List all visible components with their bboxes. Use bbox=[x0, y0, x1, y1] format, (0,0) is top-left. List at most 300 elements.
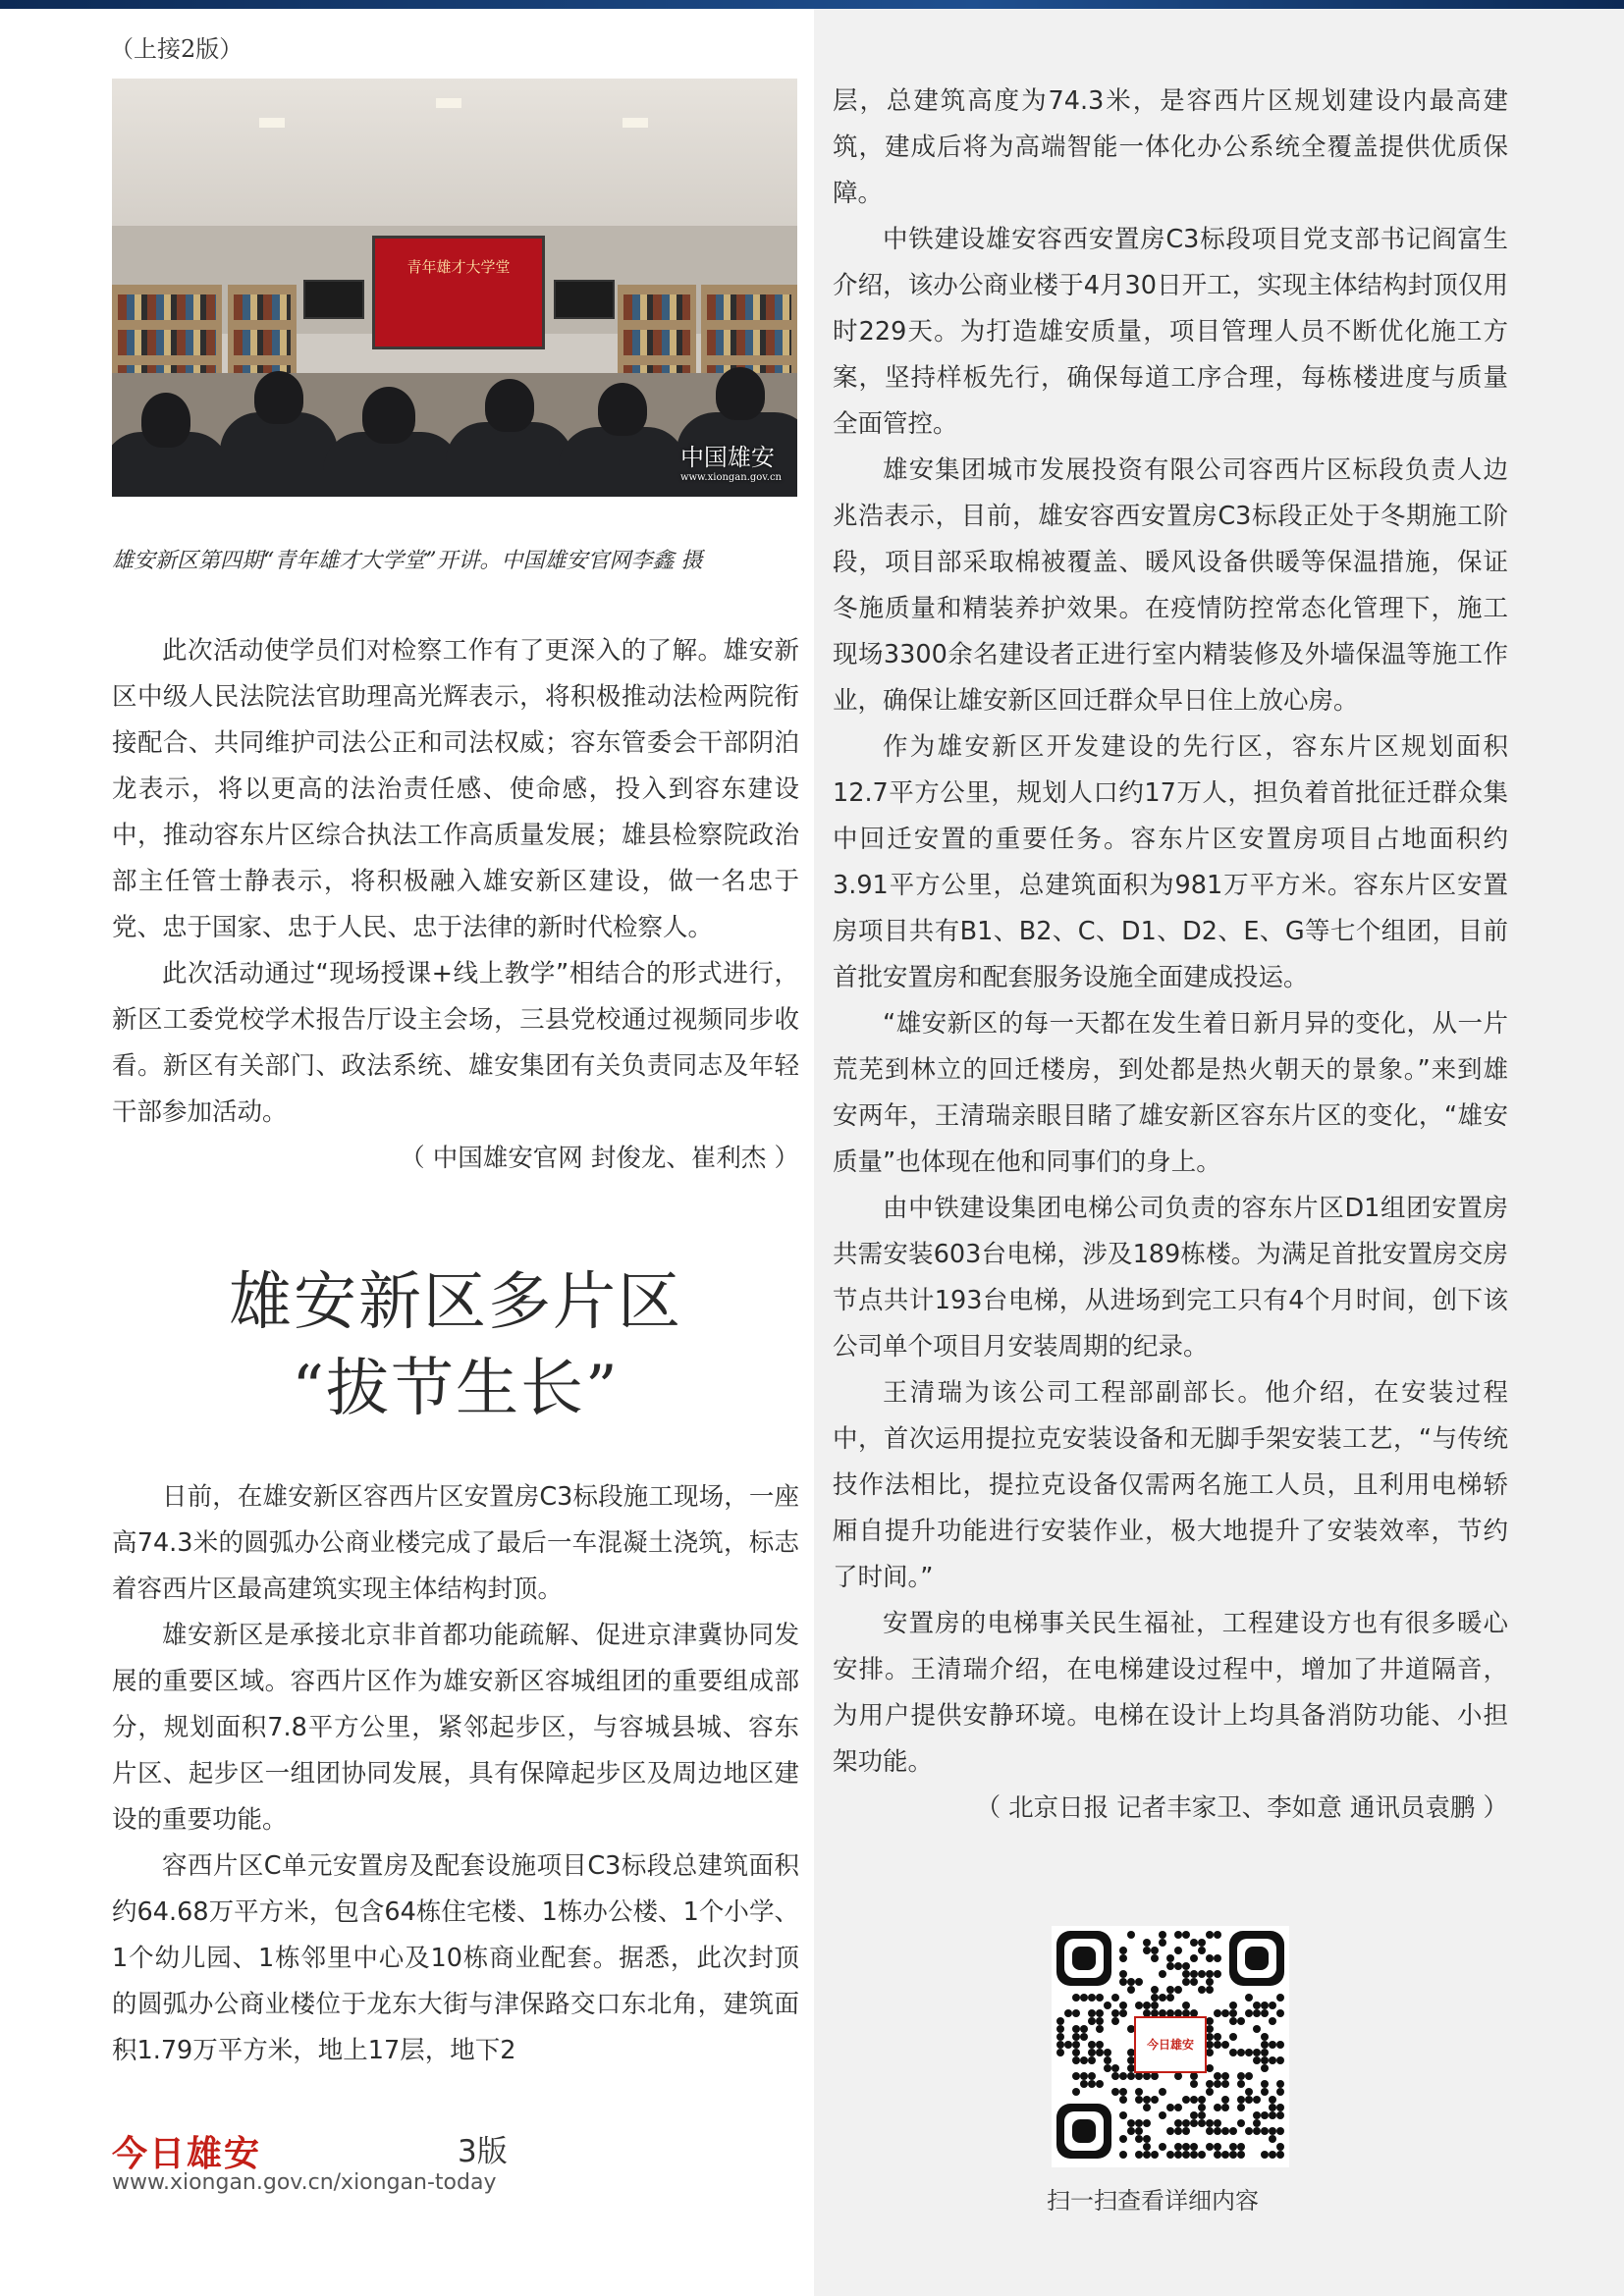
qr-module bbox=[1198, 2119, 1206, 2127]
article-headline bbox=[112, 1259, 799, 1432]
qr-module bbox=[1127, 2025, 1135, 2033]
qr-module bbox=[1214, 2143, 1221, 2151]
paragraph: 容西片区C单元安置房及配套设施项目C3标段总建筑面积约64.68万平方米，包含64栋住宅楼、1栋办公楼、1个小学、1个幼儿园、1栋邻里中心及10栋商业配套。据悉，此次封顶的圆弧办公商业楼位于龙东大街与津保路交口东北角，建筑面积1.79万平方米，地上17层，地下2 bbox=[112, 1851, 799, 2065]
qr-module bbox=[1174, 1986, 1182, 1994]
qr-module bbox=[1119, 2009, 1127, 2017]
qr-finder-pattern bbox=[1072, 2119, 1096, 2143]
audience-member bbox=[254, 371, 303, 424]
qr-module bbox=[1206, 1954, 1214, 1962]
qr-module bbox=[1080, 2025, 1088, 2033]
qr-module bbox=[1276, 2041, 1284, 2049]
qr-module bbox=[1143, 2002, 1151, 2009]
qr-module bbox=[1166, 2009, 1174, 2017]
qr-module bbox=[1206, 1978, 1214, 1986]
qr-module bbox=[1276, 2143, 1284, 2151]
qr-module bbox=[1080, 2080, 1088, 2088]
qr-module bbox=[1159, 1970, 1166, 1978]
qr-module bbox=[1072, 2049, 1080, 2056]
qr-module bbox=[1174, 2009, 1182, 2017]
qr-module bbox=[1253, 2096, 1261, 2104]
qr-module bbox=[1229, 2151, 1237, 2159]
qr-module bbox=[1151, 1994, 1159, 2002]
qr-module bbox=[1159, 2111, 1166, 2119]
qr-module bbox=[1269, 2041, 1276, 2049]
qr-module bbox=[1072, 2072, 1080, 2080]
qr-module bbox=[1237, 2143, 1245, 2151]
ceiling-light bbox=[623, 118, 648, 128]
qr-module bbox=[1245, 2127, 1253, 2135]
qr-module bbox=[1166, 2151, 1174, 2159]
qr-module bbox=[1206, 2088, 1214, 2096]
qr-module bbox=[1206, 2064, 1214, 2072]
qr-module bbox=[1198, 1939, 1206, 1947]
qr-module bbox=[1214, 2151, 1221, 2159]
watermark-url: www.xiongan.gov.cn bbox=[679, 472, 782, 483]
audience-member bbox=[220, 412, 338, 497]
qr-module bbox=[1253, 2002, 1261, 2009]
qr-module bbox=[1111, 2009, 1119, 2017]
qr-module bbox=[1143, 2072, 1151, 2080]
headline-line-1: 雄安新区多片区 bbox=[229, 1266, 682, 1339]
qr-finder-pattern bbox=[1072, 1947, 1096, 1970]
paragraph: 日前，在雄安新区容西片区安置房C3标段施工现场，一座高74.3米的圆弧办公商业楼完成了最后一车混凝土浇筑，标志着容西片区最高建筑实现主体结构封顶。 bbox=[112, 1482, 799, 1604]
qr-module bbox=[1096, 2017, 1104, 2025]
qr-module bbox=[1276, 1994, 1284, 2002]
publication-url[interactable]: www.xiongan.gov.cn/xiongan-today bbox=[112, 2170, 497, 2195]
paragraph-continuation: 层，总建筑高度为74.3米，是容西片区规划建设内最高建筑，建成后将为高端智能一体化办公系统全覆盖提供优质保障。 bbox=[833, 86, 1508, 208]
qr-module bbox=[1276, 2111, 1284, 2119]
presentation-screen bbox=[372, 236, 545, 349]
qr-module bbox=[1206, 2049, 1214, 2056]
qr-module bbox=[1143, 2096, 1151, 2104]
qr-module bbox=[1276, 2088, 1284, 2096]
qr-module bbox=[1214, 1954, 1221, 1962]
audience-member bbox=[485, 379, 534, 432]
qr-module bbox=[1206, 1970, 1214, 1978]
qr-module bbox=[1182, 1962, 1190, 1970]
qr-module bbox=[1190, 1939, 1198, 1947]
qr-module bbox=[1151, 2009, 1159, 2017]
qr-module bbox=[1214, 2080, 1221, 2088]
qr-module bbox=[1206, 1931, 1214, 1939]
qr-module bbox=[1182, 2127, 1190, 2135]
qr-module bbox=[1174, 2143, 1182, 2151]
qr-module bbox=[1174, 2151, 1182, 2159]
qr-module bbox=[1190, 1954, 1198, 1962]
qr-module bbox=[1096, 1994, 1104, 2002]
qr-module bbox=[1198, 2096, 1206, 2104]
audience-member bbox=[446, 422, 573, 497]
qr-module bbox=[1269, 2002, 1276, 2009]
qr-module bbox=[1127, 2064, 1135, 2072]
qr-module bbox=[1276, 2056, 1284, 2064]
qr-caption: 扫一扫查看详细内容 bbox=[1047, 2187, 1259, 2215]
qr-module bbox=[1269, 2056, 1276, 2064]
qr-module bbox=[1221, 2009, 1229, 2017]
qr-module bbox=[1190, 1978, 1198, 1986]
screen-title: 青年雄才大学堂 bbox=[406, 258, 511, 276]
qr-module bbox=[1088, 1994, 1096, 2002]
qr-module bbox=[1198, 1986, 1206, 1994]
qr-module bbox=[1198, 1947, 1206, 1954]
qr-module bbox=[1237, 2151, 1245, 2159]
qr-module bbox=[1214, 2072, 1221, 2080]
wall-tv bbox=[554, 280, 615, 319]
qr-module bbox=[1143, 1939, 1151, 1947]
qr-module bbox=[1174, 2119, 1182, 2127]
audience-member bbox=[141, 393, 190, 448]
qr-module bbox=[1088, 2072, 1096, 2080]
qr-module bbox=[1182, 2119, 1190, 2127]
audience-member bbox=[559, 427, 686, 497]
qr-module bbox=[1135, 2088, 1143, 2096]
ceiling-light bbox=[436, 98, 461, 108]
qr-module bbox=[1214, 2033, 1221, 2041]
qr-module bbox=[1104, 2056, 1111, 2064]
paragraph: 此次活动使学员们对检察工作有了更深入的了解。雄安新区中级人民法院法官助理高光辉表示，将积极推动法检两院衔接配合、共同维护司法公正和司法权威；容东管委会干部阴泊龙表示，将以更高的法治责任感、使命感，投入到容东建设中，推动容东片区综合执法工作高质量发展；雄县检察院政治部主任管士静表示，将积极融入雄安新区建设，做一名忠于党、忠于国家、忠于人民、忠于法律的新时代检察人。 bbox=[112, 636, 799, 942]
qr-module bbox=[1269, 2017, 1276, 2025]
qr-module bbox=[1111, 2088, 1119, 2096]
qr-module bbox=[1056, 2025, 1064, 2033]
qr-module bbox=[1276, 2104, 1284, 2111]
qr-module bbox=[1127, 1931, 1135, 1939]
qr-module bbox=[1072, 1994, 1080, 2002]
qr-module bbox=[1221, 2127, 1229, 2135]
paragraph: 由中铁建设集团电梯公司负责的容东片区D1组团安置房共需安装603台电梯，涉及189栋楼。为满足首批安置房交房节点共计193台电梯，从进场到完工只有4个月时间，创下该公司单个项目月安装周期的纪录。 bbox=[833, 1194, 1508, 1362]
headline-line-2: “拔节生长” bbox=[292, 1353, 620, 1425]
qr-module bbox=[1190, 2111, 1198, 2119]
qr-module bbox=[1245, 2049, 1253, 2056]
event-photo bbox=[112, 79, 797, 497]
qr-module bbox=[1253, 2056, 1261, 2064]
paragraph: 雄安集团城市发展投资有限公司容西片区标段负责人边兆浩表示，目前，雄安容西安置房C3标段正处于冬期施工阶段，项目部采取棉被覆盖、暖风设备供暖等保温措施，保证冬施质量和精装养护效果。在疫情防控常态化管理下，施工现场3300余名建设者正进行室内精装修及外墙保温等施工作业，确保让雄安新区回迁群众早日住上放心房。 bbox=[833, 455, 1508, 716]
qr-module bbox=[1214, 2041, 1221, 2049]
qr-module bbox=[1135, 2135, 1143, 2143]
qr-module bbox=[1104, 2049, 1111, 2056]
qr-module bbox=[1111, 2017, 1119, 2025]
qr-module bbox=[1237, 2017, 1245, 2025]
qr-module bbox=[1261, 2088, 1269, 2096]
qr-module bbox=[1174, 1962, 1182, 1970]
qr-module bbox=[1080, 1994, 1088, 2002]
qr-module bbox=[1127, 2119, 1135, 2127]
qr-module bbox=[1182, 1931, 1190, 1939]
qr-module bbox=[1119, 2096, 1127, 2104]
qr-module bbox=[1056, 2041, 1064, 2049]
qr-module bbox=[1190, 2143, 1198, 2151]
qr-module bbox=[1166, 1954, 1174, 1962]
publication-logo: 今日雄安 bbox=[112, 2133, 262, 2174]
qr-module bbox=[1245, 2009, 1253, 2017]
qr-module bbox=[1135, 2002, 1143, 2009]
qr-module bbox=[1143, 1947, 1151, 1954]
qr-module bbox=[1159, 1994, 1166, 2002]
qr-module bbox=[1151, 2151, 1159, 2159]
qr-module bbox=[1182, 2143, 1190, 2151]
qr-module bbox=[1056, 2017, 1064, 2025]
qr-module bbox=[1127, 2072, 1135, 2080]
paragraph: 安置房的电梯事关民生福祉，工程建设方也有很多暖心安排。王清瑞介绍，在电梯建设过程中，增加了井道隔音，为用户提供安静环境。电梯在设计上均具备消防功能、小担架功能。 bbox=[833, 1609, 1508, 1777]
qr-module bbox=[1072, 2025, 1080, 2033]
qr-module bbox=[1276, 2151, 1284, 2159]
qr-module bbox=[1104, 2064, 1111, 2072]
qr-module bbox=[1245, 2088, 1253, 2096]
qr-module bbox=[1143, 2151, 1151, 2159]
qr-module bbox=[1119, 2151, 1127, 2159]
qr-module bbox=[1135, 2151, 1143, 2159]
qr-module bbox=[1072, 2088, 1080, 2096]
qr-module bbox=[1229, 2009, 1237, 2017]
qr-module bbox=[1174, 1947, 1182, 1954]
qr-module bbox=[1088, 2080, 1096, 2088]
qr-module bbox=[1119, 2135, 1127, 2143]
qr-module bbox=[1159, 2009, 1166, 2017]
qr-module bbox=[1261, 2049, 1269, 2056]
qr-module bbox=[1190, 2151, 1198, 2159]
qr-module bbox=[1151, 2096, 1159, 2104]
qr-module bbox=[1143, 2104, 1151, 2111]
qr-module bbox=[1221, 2151, 1229, 2159]
qr-module bbox=[1261, 2009, 1269, 2017]
qr-module bbox=[1151, 2072, 1159, 2080]
qr-module bbox=[1088, 2009, 1096, 2017]
qr-module bbox=[1096, 2009, 1104, 2017]
qr-module bbox=[1080, 2072, 1088, 2080]
page-number: 3版 bbox=[458, 2134, 508, 2169]
qr-module bbox=[1135, 1978, 1143, 1986]
qr-module bbox=[1174, 2127, 1182, 2135]
qr-module bbox=[1166, 1986, 1174, 1994]
qr-module bbox=[1261, 2111, 1269, 2119]
qr-module bbox=[1072, 2009, 1080, 2017]
qr-module bbox=[1182, 2009, 1190, 2017]
qr-module bbox=[1064, 2041, 1072, 2049]
qr-module bbox=[1245, 2072, 1253, 2080]
qr-module bbox=[1229, 2049, 1237, 2056]
qr-module bbox=[1088, 2049, 1096, 2056]
previous-article-tail bbox=[112, 628, 799, 1182]
qr-module bbox=[1166, 1994, 1174, 2002]
qr-module bbox=[1261, 2002, 1269, 2009]
qr-module bbox=[1245, 2096, 1253, 2104]
qr-module bbox=[1190, 2072, 1198, 2080]
qr-module bbox=[1190, 2119, 1198, 2127]
qr-module bbox=[1190, 2080, 1198, 2088]
qr-module bbox=[1237, 2049, 1245, 2056]
qr-module bbox=[1261, 2080, 1269, 2088]
qr-module bbox=[1237, 2080, 1245, 2088]
qr-module bbox=[1214, 2119, 1221, 2127]
qr-module bbox=[1166, 2104, 1174, 2111]
qr-module bbox=[1182, 1970, 1190, 1978]
qr-module bbox=[1229, 2002, 1237, 2009]
qr-module bbox=[1206, 2025, 1214, 2033]
qr-module bbox=[1237, 2096, 1245, 2104]
qr-module bbox=[1221, 2096, 1229, 2104]
qr-module bbox=[1276, 2080, 1284, 2088]
qr-module bbox=[1151, 1954, 1159, 1962]
qr-module bbox=[1182, 2096, 1190, 2104]
paragraph: 雄安新区是承接北京非首都功能疏解、促进京津冀协同发展的重要区域。容西片区作为雄安新区容城组团的重要组成部分，规划面积7.8平方公里，紧邻起步区，与容城县城、容东片区、起步区一组团协同发展，具有保障起步区及周边地区建设的重要功能。 bbox=[112, 1621, 799, 1835]
qr-module bbox=[1214, 2127, 1221, 2135]
qr-module bbox=[1119, 2111, 1127, 2119]
qr-module bbox=[1198, 1970, 1206, 1978]
qr-module bbox=[1135, 2096, 1143, 2104]
qr-module bbox=[1261, 2151, 1269, 2159]
qr-module bbox=[1253, 2119, 1261, 2127]
qr-module bbox=[1111, 1994, 1119, 2002]
qr-module bbox=[1214, 2104, 1221, 2111]
qr-module bbox=[1269, 2127, 1276, 2135]
qr-module bbox=[1269, 2096, 1276, 2104]
qr-module bbox=[1111, 2064, 1119, 2072]
qr-module bbox=[1206, 2143, 1214, 2151]
article-body-left bbox=[112, 1474, 799, 2074]
qr-module bbox=[1190, 1970, 1198, 1978]
qr-module bbox=[1269, 2151, 1276, 2159]
qr-module bbox=[1166, 2127, 1174, 2135]
qr-module bbox=[1182, 2151, 1190, 2159]
qr-module bbox=[1214, 1931, 1221, 1939]
qr-module bbox=[1096, 2041, 1104, 2049]
qr-module bbox=[1221, 2041, 1229, 2049]
paragraph: “雄安新区的每一天都在发生着日新月异的变化，从一片荒芜到林立的回迁楼房，到处都是热火朝天的景象。”来到雄安两年，王清瑞亲眼目睹了雄安新区容东片区的变化，“雄安质量”也体现在他和同事们的身上。 bbox=[833, 1009, 1508, 1177]
qr-module bbox=[1214, 1970, 1221, 1978]
qr-module bbox=[1229, 2033, 1237, 2041]
qr-module bbox=[1276, 2009, 1284, 2017]
audience-member bbox=[362, 387, 415, 444]
ceiling-light bbox=[259, 118, 285, 128]
qr-module bbox=[1182, 1978, 1190, 1986]
qr-module bbox=[1135, 2119, 1143, 2127]
qr-module bbox=[1206, 2080, 1214, 2088]
qr-module bbox=[1261, 2056, 1269, 2064]
article-credit: （ 北京日报 记者丰家卫、李如意 通讯员袁鹏 ） bbox=[975, 1793, 1508, 1823]
qr-module bbox=[1143, 2135, 1151, 2143]
qr-module bbox=[1143, 2009, 1151, 2017]
qr-module bbox=[1276, 2127, 1284, 2135]
qr-module bbox=[1064, 2009, 1072, 2017]
qr-module bbox=[1127, 2049, 1135, 2056]
article-credit: （ 中国雄安官网 封俊龙、崔利杰 ） bbox=[400, 1144, 799, 1173]
paragraph: 作为雄安新区开发建设的先行区，容东片区规划面积12.7平方公里，规划人口约17万人，担负着首批征迁群众集中回迁安置的重要任务。容东片区安置房项目占地面积约3.91平方公里，总建筑面积为981万平方米。容东片区安置房项目共有B1、B2、C、D1、D2、E、G等七个组团，目前首批安置房和配套服务设施全面建成投运。 bbox=[833, 732, 1508, 992]
qr-module bbox=[1119, 1947, 1127, 1954]
qr-module bbox=[1237, 2104, 1245, 2111]
qr-center-logo: 今日雄安 bbox=[1146, 2038, 1195, 2052]
qr-module bbox=[1056, 2033, 1064, 2041]
qr-module bbox=[1119, 2072, 1127, 2080]
qr-module bbox=[1127, 1986, 1135, 1994]
qr-module bbox=[1269, 2104, 1276, 2111]
audience-member bbox=[598, 383, 647, 436]
qr-module bbox=[1159, 1939, 1166, 1947]
qr-module bbox=[1119, 1954, 1127, 1962]
qr-module bbox=[1198, 2104, 1206, 2111]
qr-module bbox=[1159, 2143, 1166, 2151]
qr-module bbox=[1096, 2049, 1104, 2056]
qr-module bbox=[1229, 2127, 1237, 2135]
qr-module bbox=[1080, 2033, 1088, 2041]
qr-module bbox=[1151, 1986, 1159, 1994]
qr-module bbox=[1088, 2056, 1096, 2064]
qr-module bbox=[1261, 2041, 1269, 2049]
qr-module bbox=[1261, 2064, 1269, 2072]
qr-module bbox=[1127, 2056, 1135, 2064]
qr-module bbox=[1174, 2072, 1182, 2080]
qr-module bbox=[1214, 2009, 1221, 2017]
qr-module bbox=[1127, 1978, 1135, 1986]
qr-module bbox=[1253, 2127, 1261, 2135]
qr-module bbox=[1088, 2041, 1096, 2049]
qr-module bbox=[1080, 2056, 1088, 2064]
qr-module bbox=[1229, 2017, 1237, 2025]
qr-module bbox=[1127, 2127, 1135, 2135]
qr-module bbox=[1237, 2072, 1245, 2080]
qr-module bbox=[1221, 2072, 1229, 2080]
qr-module bbox=[1190, 2096, 1198, 2104]
qr-module bbox=[1253, 2009, 1261, 2017]
qr-module bbox=[1269, 2135, 1276, 2143]
qr-module bbox=[1206, 1986, 1214, 1994]
paragraph: 王清瑞为该公司工程部副部长。他介绍，在安装过程中，首次运用提拉克安装设备和无脚手架安装工艺，“与传统技作法相比，提拉克设备仅需两名施工人员，且利用电梯轿厢自提升功能进行安装作业，极大地提升了安装效率，节约了时间。” bbox=[833, 1378, 1508, 1592]
qr-module bbox=[1206, 2033, 1214, 2041]
qr-module bbox=[1119, 2002, 1127, 2009]
qr-module bbox=[1261, 2033, 1269, 2041]
qr-module bbox=[1253, 2049, 1261, 2056]
qr-module bbox=[1111, 2072, 1119, 2080]
qr-module bbox=[1143, 2143, 1151, 2151]
watermark-text: 中国雄安 bbox=[679, 444, 775, 471]
qr-module bbox=[1056, 2049, 1064, 2056]
qr-module bbox=[1143, 2119, 1151, 2127]
qr-module bbox=[1206, 2017, 1214, 2025]
top-bar bbox=[0, 0, 1624, 9]
qr-module bbox=[1206, 2127, 1214, 2135]
qr-module bbox=[1182, 2002, 1190, 2009]
qr-module bbox=[1159, 2088, 1166, 2096]
qr-module bbox=[1072, 2033, 1080, 2041]
qr-module bbox=[1269, 2111, 1276, 2119]
qr-module bbox=[1119, 2088, 1127, 2096]
qr-module bbox=[1206, 2119, 1214, 2127]
qr-module bbox=[1174, 2104, 1182, 2111]
qr-module bbox=[1119, 1978, 1127, 1986]
qr-finder-pattern bbox=[1245, 1947, 1269, 1970]
qr-module bbox=[1088, 2017, 1096, 2025]
article-body-right bbox=[833, 79, 1508, 1832]
qr-module bbox=[1206, 2041, 1214, 2049]
qr-module bbox=[1096, 2080, 1104, 2088]
qr-module bbox=[1135, 2072, 1143, 2080]
qr-module bbox=[1072, 2041, 1080, 2049]
photo-watermark bbox=[680, 438, 782, 483]
qr-module bbox=[1198, 2151, 1206, 2159]
audience-member bbox=[716, 367, 765, 420]
qr-module bbox=[1104, 2002, 1111, 2009]
qr-module bbox=[1151, 2002, 1159, 2009]
qr-module bbox=[1159, 1931, 1166, 1939]
qr-module bbox=[1198, 2111, 1206, 2119]
qr-code[interactable] bbox=[1052, 1926, 1289, 2167]
qr-module bbox=[1096, 2025, 1104, 2033]
qr-module bbox=[1151, 1947, 1159, 1954]
continued-from-label: （上接2版） bbox=[110, 35, 244, 63]
qr-module bbox=[1245, 1994, 1253, 2002]
qr-module bbox=[1253, 2025, 1261, 2033]
qr-module bbox=[1237, 2119, 1245, 2127]
qr-module bbox=[1253, 2111, 1261, 2119]
qr-module bbox=[1119, 1970, 1127, 1978]
